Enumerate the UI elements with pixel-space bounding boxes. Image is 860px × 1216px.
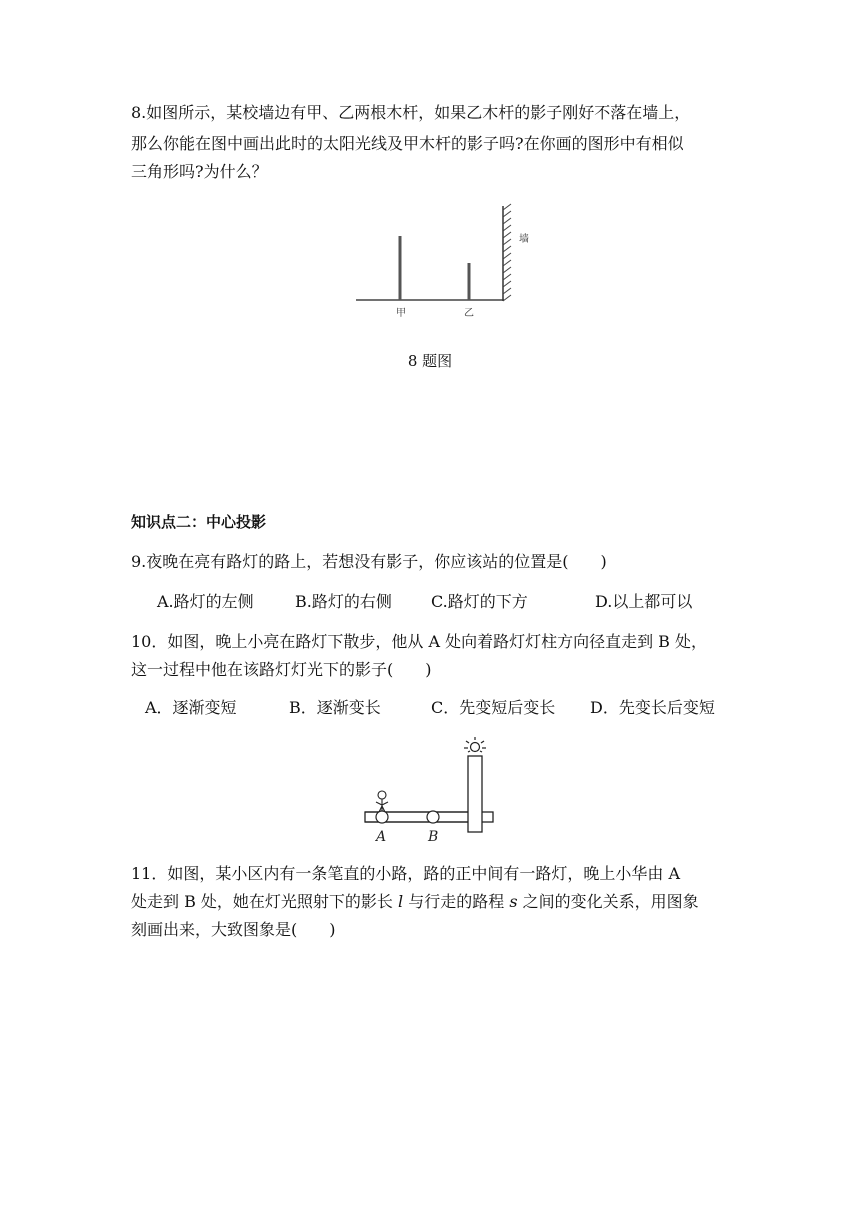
q11-text-line-3: 刻画出来，大致图象是( ) xyxy=(131,920,336,939)
q8-text-line-2: 那么你能在图中画出此时的太阳光线及甲木杆的影子吗?在你画的图形中有相似 xyxy=(131,134,684,153)
q8-figure xyxy=(350,200,540,325)
lamp-post xyxy=(468,756,482,832)
point-b-marker xyxy=(427,811,439,823)
q10-text-line-2: 这一过程中他在该路灯灯光下的影子( ) xyxy=(131,660,432,679)
q11-var-l: l xyxy=(398,892,404,911)
q10-text-line-1: 10．如图，晚上小亮在路灯下散步，他从 A 处向着路灯灯柱方向径直走到 B 处， xyxy=(131,632,708,651)
q10-option-c: C．先变短后变长 xyxy=(431,698,556,717)
pole-jia-label: 甲 xyxy=(396,308,406,319)
pole-yi-label: 乙 xyxy=(464,308,474,319)
q8-text-line-3: 三角形吗?为什么？ xyxy=(131,162,268,181)
q8-text-line-1: 8.如图所示，某校墙边有甲、乙两根木杆，如果乙木杆的影子刚好不落在墙上， xyxy=(131,103,691,122)
q9-option-b: B.路灯的右侧 xyxy=(295,592,392,611)
person-icon xyxy=(376,791,388,812)
q9-option-a: A.路灯的左侧 xyxy=(157,592,254,611)
q11-line2-post: 之间的变化关系，用图象 xyxy=(517,892,699,911)
q11-line2-mid: 与行走的路程 xyxy=(403,892,510,911)
q11-text-line-2 xyxy=(131,892,699,912)
q11-var-s: s xyxy=(509,892,518,911)
wall-hatching xyxy=(503,204,511,301)
point-a-label: A xyxy=(376,829,387,845)
q10-option-b: B．逐渐变长 xyxy=(289,698,381,717)
q10-figure xyxy=(360,735,500,850)
lamp-light xyxy=(464,737,486,752)
q11-text-line-1: 11．如图，某小区内有一条笔直的小路，路的正中间有一路灯，晚上小华由 A xyxy=(131,864,681,883)
q10-option-a: A．逐渐变短 xyxy=(145,698,237,717)
point-a-marker xyxy=(376,811,388,823)
q10-option-d: D．先变长后变短 xyxy=(590,698,715,717)
q8-figure-caption: 8 题图 xyxy=(407,352,453,370)
q9-stem: 9.夜晚在亮有路灯的路上，若想没有影子，你应该站的位置是( ) xyxy=(131,552,607,571)
wall-label: 墙 xyxy=(519,234,529,245)
q9-option-d: D.以上都可以 xyxy=(595,592,693,611)
section-title: 知识点二：中心投影 xyxy=(131,513,267,531)
point-b-label: B xyxy=(428,829,439,845)
q9-option-c: C.路灯的下方 xyxy=(431,592,528,611)
q11-line2-pre: 处走到 B 处，她在灯光照射下的影长 xyxy=(131,892,399,911)
